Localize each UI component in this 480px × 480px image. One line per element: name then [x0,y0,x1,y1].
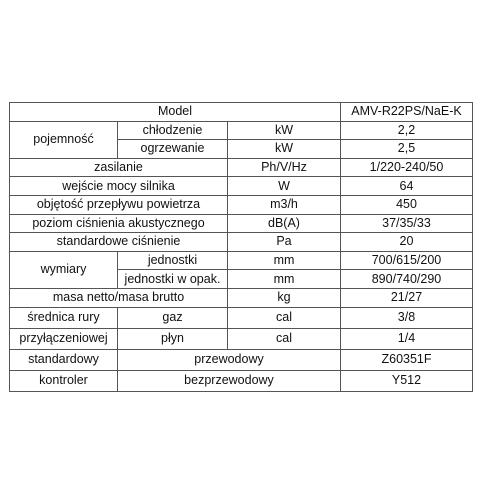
cisnienie-label: poziom ciśnienia akustycznego [10,214,228,233]
chlodzenie-value: 2,2 [341,121,473,140]
gaz-unit: cal [228,307,341,328]
table-row-bezprzewodowy [10,370,473,391]
opak-unit: mm [228,270,341,289]
standard-unit: Pa [228,233,341,252]
kontroler-label-line1: standardowy [10,349,118,370]
table-row-gaz [10,307,473,328]
table-row-cisnienie [10,214,473,233]
jednostki-value: 700/615/200 [341,251,473,270]
przeplyw-label: objętość przepływu powietrza [10,195,228,214]
moc-unit: W [228,177,341,196]
moc-value: 64 [341,177,473,196]
zasilanie-label: zasilanie [10,158,228,177]
gaz-label: gaz [118,307,228,328]
jednostki-label: jednostki [118,251,228,270]
przeplyw-value: 450 [341,195,473,214]
zasilanie-unit: Ph/V/Hz [228,158,341,177]
table-row-przeplyw [10,195,473,214]
standard-label: standardowe ciśnienie [10,233,228,252]
plyn-unit: cal [228,328,341,349]
cisnienie-value: 37/35/33 [341,214,473,233]
masa-value: 21/27 [341,288,473,307]
chlodzenie-unit: kW [228,121,341,140]
table-row-zasilanie [10,158,473,177]
plyn-label: płyn [118,328,228,349]
jednostki-unit: mm [228,251,341,270]
przeplyw-unit: m3/h [228,195,341,214]
masa-label: masa netto/masa brutto [10,288,228,307]
standard-value: 20 [341,233,473,252]
table-row-model [10,103,473,122]
bezprzewodowy-value: Y512 [341,370,473,391]
opak-value: 890/740/290 [341,270,473,289]
ogrzewanie-value: 2,5 [341,140,473,159]
masa-unit: kg [228,288,341,307]
przewodowy-label: przewodowy [118,349,341,370]
table-row-moc [10,177,473,196]
wymiary-label: wymiary [10,251,118,288]
rura-label-line2: przyłączeniowej [10,328,118,349]
table-row-wymiary-jednostki [10,251,473,270]
przewodowy-value: Z60351F [341,349,473,370]
kontroler-label-line2: kontroler [10,370,118,391]
chlodzenie-label: chłodzenie [118,121,228,140]
cisnienie-unit: dB(A) [228,214,341,233]
table-row-przewodowy [10,349,473,370]
opak-label: jednostki w opak. [118,270,228,289]
ogrzewanie-unit: kW [228,140,341,159]
model-label: Model [10,103,341,122]
model-value: AMV-R22PS/NaE-K [341,103,473,122]
table-row-plyn [10,328,473,349]
pojemnosc-label: pojemność [10,121,118,158]
spec-table [9,102,473,392]
bezprzewodowy-label: bezprzewodowy [118,370,341,391]
table-row-masa [10,288,473,307]
plyn-value: 1/4 [341,328,473,349]
ogrzewanie-label: ogrzewanie [118,140,228,159]
gaz-value: 3/8 [341,307,473,328]
zasilanie-value: 1/220-240/50 [341,158,473,177]
table-row-standard [10,233,473,252]
moc-label: wejście mocy silnika [10,177,228,196]
rura-label-line1: średnica rury [10,307,118,328]
table-row-chlodzenie [10,121,473,140]
